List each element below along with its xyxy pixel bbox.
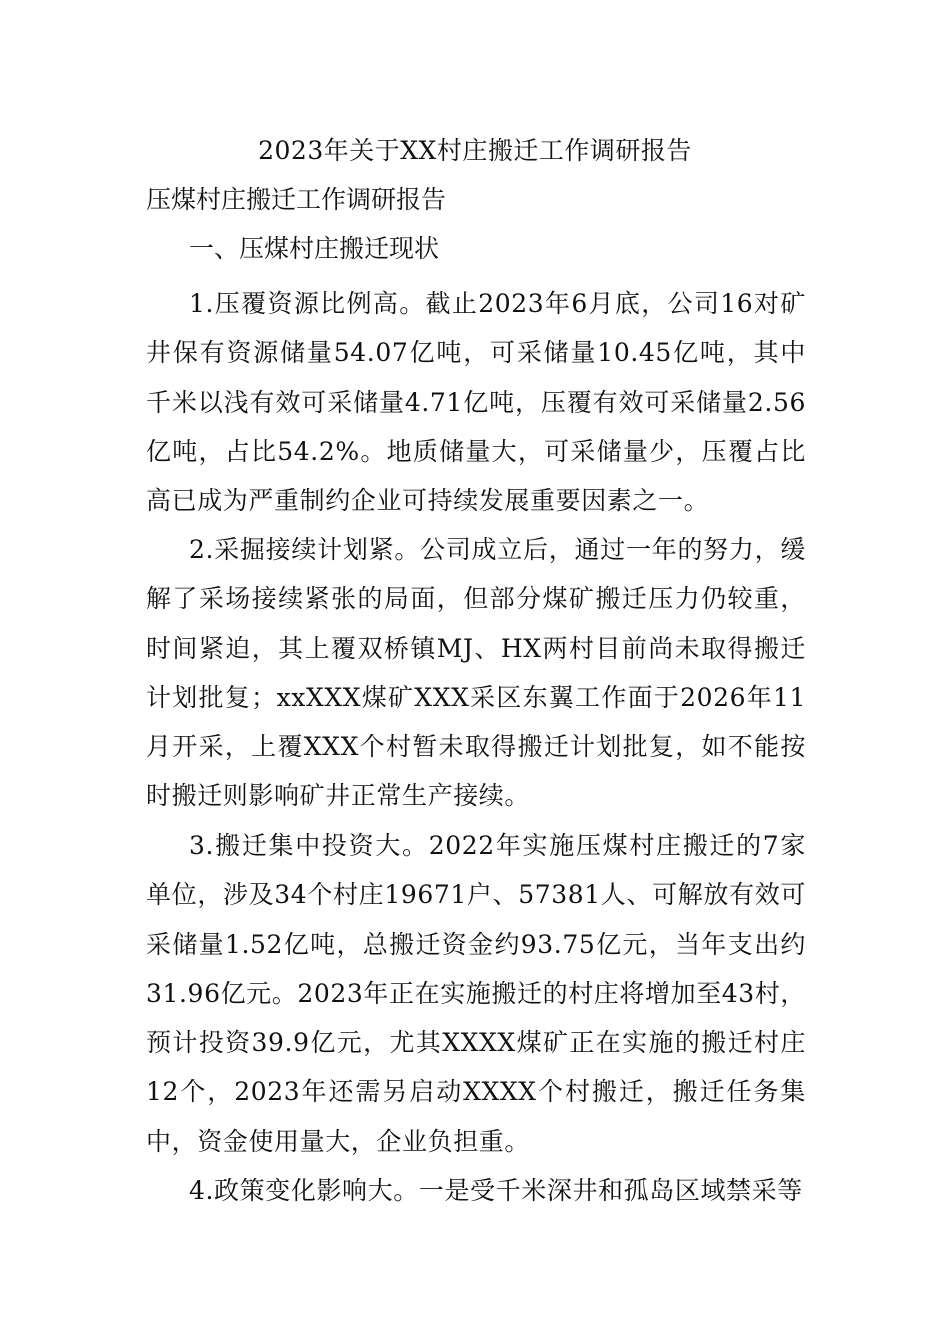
paragraph-1: 1.压覆资源比例高。截止2023年6月底，公司16对矿井保有资源储量54.07亿吨，可采储量10.45亿吨，其中千米以浅有效可采储量4.71亿吨，压覆有效可采储量2.56亿吨，占比54.2%。地质储量大，可采储量少，压覆占比高已成为严重制约企业可持续发展重要因素之一。 (146, 289, 806, 516)
section-heading: 一、压煤村庄搬迁现状 (189, 234, 440, 263)
paragraph-4: 4.政策变化影响大。一是受千米深井和孤岛区域禁采等 (189, 1176, 803, 1205)
paragraph-2: 2.采掘接续计划紧。公司成立后，通过一年的努力，缓解了采场接续紧张的局面，但部分煤矿搬迁压力仍较重，时间紧迫，其上覆双桥镇MJ、HX两村目前尚未取得搬迁计划批复；xxXXX煤矿XXX采区东翼工作面于2026年11月开采，上覆XXX个村暂未取得搬迁计划批复，如不能按时搬迁则影响矿井正常生产接续。 (146, 535, 806, 811)
document-subtitle: 压煤村庄搬迁工作调研报告 (146, 185, 447, 214)
paragraph-3: 3.搬迁集中投资大。2022年实施压煤村庄搬迁的7家单位，涉及34个村庄19671户、57381人、可解放有效可采储量1.52亿吨，总搬迁资金约93.75亿元，当年支出约31.96亿元。2023年正在实施搬迁的村庄将增加至43村，预计投资39.9亿元，尤其XXXX煤矿正在实施的搬迁村庄12个，2023年还需另启动XXXX个村搬迁，搬迁任务集中，资金使用量大，企业负担重。 (146, 831, 807, 1156)
document-title: 2023年关于XX村庄搬迁工作调研报告 (258, 136, 692, 165)
